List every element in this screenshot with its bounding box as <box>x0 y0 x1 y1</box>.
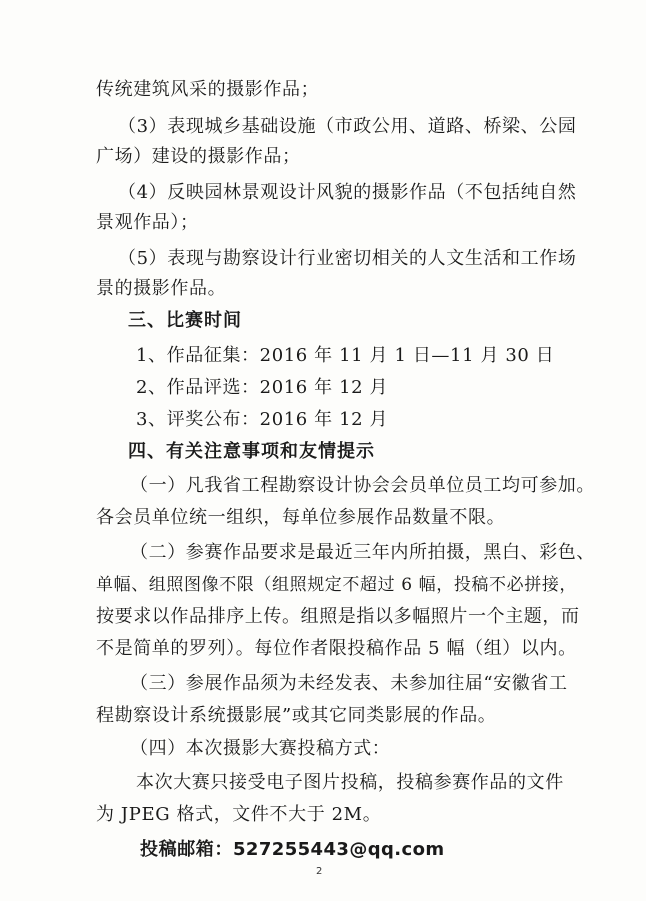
text-line: 不是简单的罗列）。每位作者限投稿作品 5 幅（组）以内。 <box>96 638 577 659</box>
text-line: 本次大赛只接受电子图片投稿，投稿参赛作品的文件 <box>136 772 564 793</box>
email-address: 527255443@qq.com <box>233 839 445 860</box>
section-heading-schedule: 三、比赛时间 <box>128 310 242 331</box>
text-line: 程勘察设计系统摄影展”或其它同类影展的作品。 <box>96 705 497 726</box>
schedule-item-1: 1、作品征集：2016 年 11 月 1 日—11 月 30 日 <box>136 345 555 366</box>
text-line: 传统建筑风采的摄影作品； <box>96 79 320 100</box>
schedule-item-2: 2、作品评选：2016 年 12 月 <box>136 377 389 398</box>
schedule-item-3: 3、评奖公布：2016 年 12 月 <box>136 409 389 430</box>
text-line: 单幅、组照图像不限（组照规定不超过 6 幅，投稿不必拼接， <box>96 575 578 595</box>
note-item-3: （三）参展作品须为未经发表、未参加往届“安徽省工 <box>130 673 568 694</box>
text-line: 景观作品）； <box>96 212 199 233</box>
note-item-2: （二）参赛作品要求是最近三年内所拍摄，黑白、彩色、 <box>130 542 595 563</box>
text-line: 景的摄影作品。 <box>96 278 227 299</box>
page-number: 2 <box>316 866 323 877</box>
text-line: 为 JPEG 格式，文件不大于 2M。 <box>96 804 382 825</box>
email-label: 投稿邮箱： <box>140 839 233 860</box>
list-item-4: （4）反映园林景观设计风貌的摄影作品（不包括纯自然 <box>118 182 577 203</box>
email-line <box>140 838 445 862</box>
list-item-3: （3）表现城乡基础设施（市政公用、道路、桥梁、公园 <box>118 116 577 137</box>
list-item-5: （5）表现与勘察设计行业密切相关的人文生活和工作场 <box>118 248 577 269</box>
text-line: 各会员单位统一组织，每单位参展作品数量不限。 <box>96 507 506 528</box>
section-heading-notes: 四、有关注意事项和友情提示 <box>128 441 375 462</box>
text-line: 按要求以作品排序上传。组照是指以多幅照片一个主题，而 <box>96 606 580 627</box>
note-item-4: （四）本次摄影大赛投稿方式： <box>130 738 391 759</box>
note-item-1: （一）凡我省工程勘察设计协会会员单位员工均可参加。 <box>130 475 595 496</box>
text-line: 广场）建设的摄影作品； <box>96 146 301 167</box>
